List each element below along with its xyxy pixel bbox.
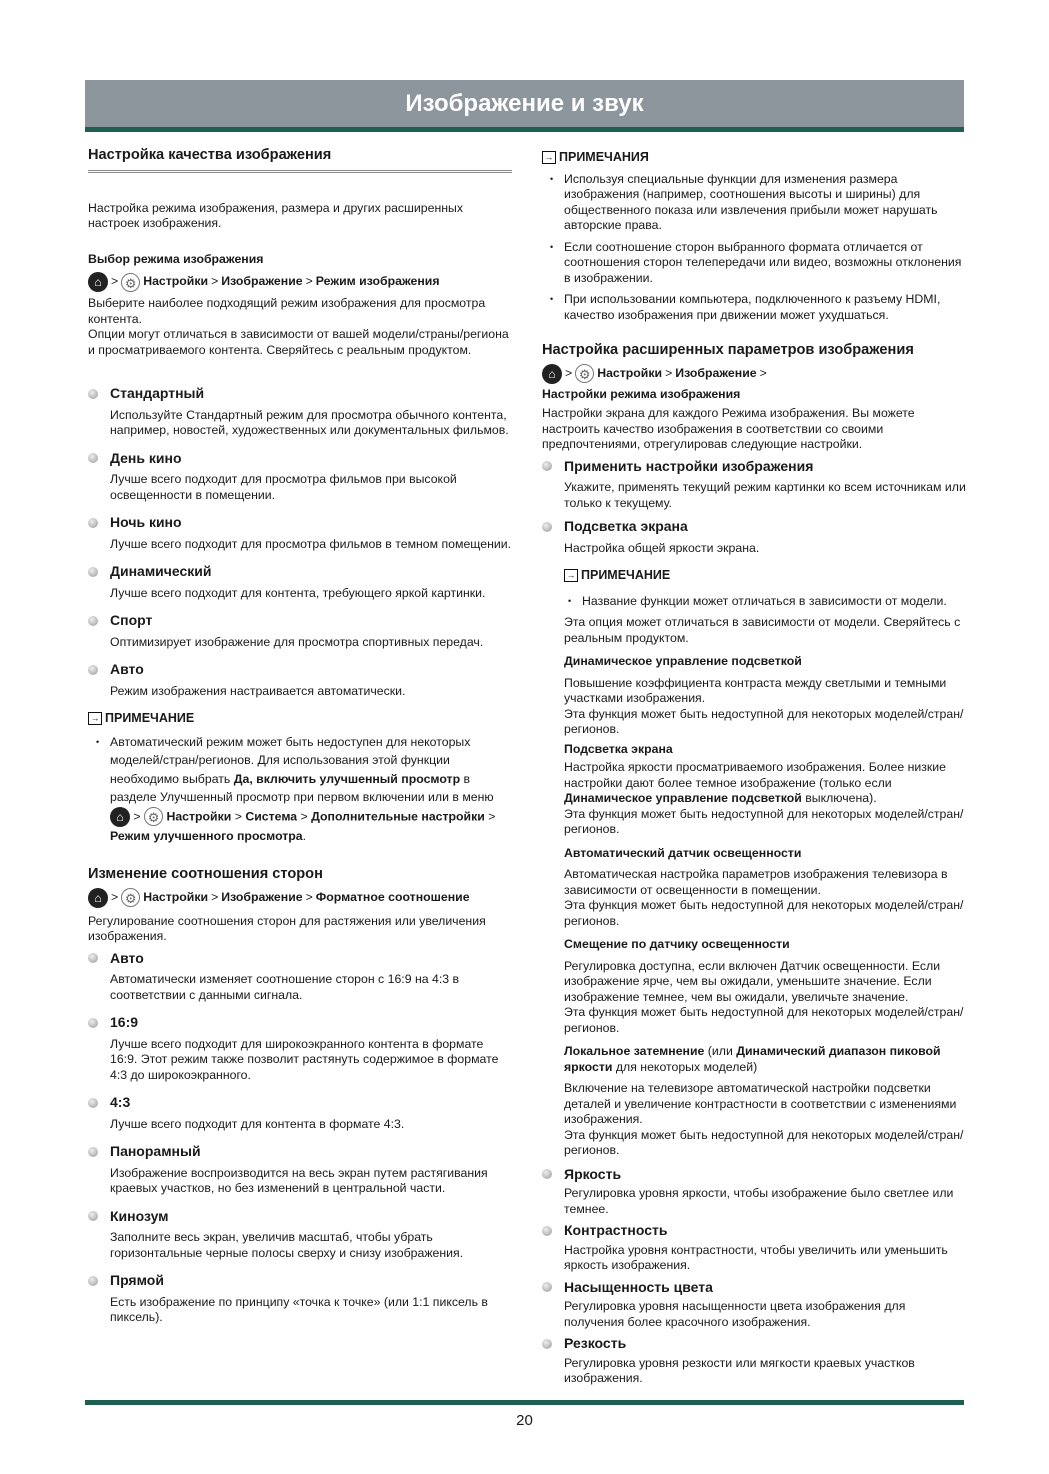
- item-title: Панорамный: [110, 1143, 201, 1159]
- menu-path: ⌂ > ⚙ Настройки > Изображение > Настройки режима изображения: [542, 364, 966, 403]
- bullet-icon: [542, 1226, 552, 1236]
- list-item: [542, 1167, 966, 1218]
- item-desc: Оптимизирует изображение для просмотра спортивных передач.: [110, 634, 484, 649]
- section-title-picture-quality: Настройка качества изображения: [88, 148, 512, 173]
- subitem-title: [564, 1044, 966, 1075]
- bullet-icon: [88, 1098, 98, 1108]
- title-text: для некоторых моделей): [612, 1059, 758, 1074]
- note-bold: Да, включить улучшенный просмотр: [233, 771, 461, 786]
- item-desc: Лучше всего подходит для просмотра фильмов в темном помещении.: [110, 536, 512, 551]
- bullet-icon: [88, 1211, 98, 1221]
- section-title-advanced: Настройка расширенных параметров изображения: [542, 342, 914, 358]
- item-desc: Лучше всего подходит для контента в формате 4:3.: [110, 1116, 405, 1131]
- item-title: Прямой: [110, 1272, 164, 1288]
- subitem-desc: Повышение коэффициента контраста между светлыми и темными участками изображения.: [564, 675, 947, 705]
- list-item: [88, 1273, 512, 1326]
- bullet-icon: [88, 665, 98, 675]
- path-step: Режим улучшенного просмотра: [110, 828, 303, 843]
- menu-path: ⌂ > ⚙ Настройки > Изображение > Форматное соотношение: [88, 888, 512, 908]
- item-desc: Режим изображения настраивается автоматически.: [110, 683, 406, 698]
- home-icon: ⌂: [88, 888, 108, 908]
- path-step: Изображение: [221, 274, 303, 289]
- bullet-icon: [88, 567, 98, 577]
- item-title: Авто: [110, 949, 144, 966]
- list-item: [88, 515, 512, 552]
- subitem-availability: Эта функция может быть недоступной для некоторых моделей/стран/регионов.: [564, 1127, 964, 1157]
- item-title: Спорт: [110, 612, 153, 628]
- path-step: Форматное соотношение: [315, 889, 470, 904]
- item-title: Ночь кино: [110, 514, 182, 530]
- bullet-icon: [88, 1018, 98, 1028]
- note-text: Автоматический режим может быть недоступен для некоторых моделей/стран/регионов. Для использования этой функции необходимо выбрать: [110, 734, 471, 786]
- item-desc: Заполните весь экран, увеличив масштаб, чтобы убрать горизонтальные черные полосы сверху и снизу изображения.: [110, 1230, 464, 1260]
- path-step: Настройки: [166, 808, 232, 823]
- bullet-icon: [88, 1147, 98, 1157]
- path-step: Настройки: [143, 889, 209, 904]
- notes-heading: [542, 150, 966, 166]
- note-item: • Автоматический режим может быть недоступен для некоторых моделей/стран/регионов. Для использования этой функции необходимо выбрать Да, включить улучшенный просмотр в разделе Улучшенный просмотр при первом включении или в меню ⌂ > ⚙ Настройки > Система > Дополнительные настройки > Режим улучшенного просмотра.: [110, 733, 512, 846]
- list-item: [88, 451, 512, 504]
- left-column: [88, 148, 512, 1326]
- path-step: Настройки режима изображения: [542, 386, 741, 401]
- subitem-availability: Эта функция может быть недоступной для некоторых моделей/стран/регионов.: [564, 1005, 964, 1035]
- title-bold: Динамический диапазон пиковой яркости: [564, 1044, 941, 1074]
- list-item: [88, 564, 512, 601]
- list-item: [542, 1280, 966, 1331]
- item-title: Подсветка экрана: [564, 518, 688, 534]
- list-item: [542, 459, 966, 512]
- list-item: [542, 1223, 966, 1274]
- item-desc: Укажите, применять текущий режим картинки ко всем источникам или только к текущему.: [564, 480, 966, 510]
- desc-text: выключена).: [801, 791, 877, 805]
- item-title: Яркость: [564, 1165, 622, 1182]
- list-item: [88, 1015, 512, 1083]
- note-list: [542, 172, 966, 324]
- list-item: [88, 1209, 512, 1262]
- path-step: Настройки: [143, 274, 209, 289]
- bullet-icon: [542, 1282, 552, 1292]
- path-step: Режим изображения: [315, 274, 440, 289]
- section-title-aspect: Изменение соотношения сторон: [88, 866, 323, 882]
- item-desc: Изображение воспроизводится на весь экран путем растягивания краевых участков, но без изменений в центральной части.: [110, 1165, 488, 1195]
- subitem-availability: Эта функция может быть недоступной для некоторых моделей/стран/регионов.: [564, 806, 964, 836]
- note-item: • Название функции может отличаться в зависимости от модели.: [582, 594, 966, 610]
- subitem-availability: Эта функция может быть недоступной для некоторых моделей/стран/регионов.: [564, 898, 964, 928]
- home-icon: ⌂: [542, 364, 562, 384]
- subitem-desc: Регулировка доступна, если включен Датчик освещенности. Если изображение ярче, чем вы ожидали, уменьшите значение. Если изображение темнее, чем вы ожидали, увеличьте значение.: [564, 958, 941, 1004]
- gear-icon: ⚙: [121, 888, 140, 907]
- page-number: 20: [516, 1412, 533, 1429]
- path-step: Система: [245, 808, 298, 823]
- subitem-title: Смещение по датчику освещенности: [564, 937, 790, 951]
- desc-text: Настройка яркости просматриваемого изображения. Более низкие настройки дают более темное изображение (только если: [564, 760, 946, 790]
- title-text: (или: [704, 1044, 737, 1058]
- item-desc: Регулировка уровня насыщенности цвета изображения для получения более красочного изображения.: [564, 1299, 906, 1329]
- note-icon: →: [564, 569, 578, 582]
- note-list: [88, 733, 512, 846]
- subsection-title-mode: Выбор режима изображения: [88, 251, 264, 266]
- gear-icon: ⚙: [575, 364, 594, 383]
- note-title: ПРИМЕЧАНИЕ: [105, 711, 195, 725]
- item-desc: Регулировка уровня резкости или мягкости краевых участков изображения.: [564, 1355, 915, 1385]
- subitem-title: Автоматический датчик освещенности: [564, 845, 802, 860]
- list-item: [88, 1144, 512, 1197]
- home-icon: ⌂: [88, 272, 108, 292]
- note-text: в разделе Улучшенный просмотр при первом включении или в меню: [110, 771, 494, 804]
- item-title: Динамический: [110, 563, 212, 579]
- subitem-desc: [564, 760, 966, 807]
- subitem-title: Подсветка экрана: [564, 741, 673, 756]
- path-step: Изображение: [675, 365, 757, 380]
- note-end: .: [302, 828, 307, 843]
- title-bold: Локальное затемнение: [564, 1044, 705, 1058]
- note-heading: [88, 711, 512, 727]
- bullet-icon: [88, 389, 98, 399]
- note-item: • При использовании компьютера, подключенного к разъему HDMI, качество изображения при движении может ухудшаться.: [564, 292, 966, 323]
- item-title: Резкость: [564, 1335, 627, 1351]
- item-desc: Лучше всего подходит для просмотра фильмов при высокой освещенности в помещении.: [110, 472, 457, 502]
- note-after: Эта опция может отличаться в зависимости от модели. Сверяйтесь с реальным продуктом.: [564, 615, 961, 645]
- bullet-icon: [542, 1169, 552, 1179]
- item-desc: Есть изображение по принципу «точка к точке» (или 1:1 пиксель в пиксель).: [110, 1294, 488, 1324]
- note-heading: [564, 568, 966, 584]
- item-title: Кинозум: [110, 1207, 169, 1224]
- item-desc: Настройка уровня контрастности, чтобы увеличить или уменьшить яркость изображения.: [564, 1242, 948, 1272]
- mode-options-note: Опции могут отличаться в зависимости от вашей модели/страны/региона и просматриваемого контента. Сверяйтесь с реальным продуктом.: [88, 327, 509, 357]
- bullet-icon: [542, 522, 552, 532]
- subitem-availability: Эта функция может быть недоступной для некоторых моделей/стран/регионов.: [564, 706, 964, 736]
- item-desc: Лучше всего подходит для широкоэкранного контента в формате 16:9. Этот режим также позволит растянуть содержимое в формате 4:3 до широкоэкранного.: [110, 1036, 499, 1082]
- item-desc: Используйте Стандартный режим для просмотра обычного контента, например, новостей, художественных или документальных фильмов.: [110, 407, 509, 437]
- subitem-title: Динамическое управление подсветкой: [564, 654, 802, 668]
- section-intro: Регулирование соотношения сторон для растяжения или увеличения изображения.: [88, 913, 486, 943]
- list-item: [88, 1095, 512, 1132]
- bullet-icon: [88, 953, 98, 963]
- list-item: [88, 662, 512, 699]
- item-title: 16:9: [110, 1014, 139, 1030]
- bullet-icon: [542, 461, 552, 471]
- notes-title: ПРИМЕЧАНИЯ: [559, 150, 649, 164]
- subitem-desc: Автоматическая настройка параметров изображения телевизора в зависимости от освещенности в помещении.: [564, 867, 948, 897]
- list-item: [542, 1336, 966, 1387]
- bullet-icon: [88, 616, 98, 626]
- item-title: День кино: [110, 449, 182, 466]
- page-header-banner: [85, 80, 964, 132]
- item-title: Насыщенность цвета: [564, 1278, 713, 1295]
- item-title: Авто: [110, 661, 144, 677]
- note-list: [564, 594, 966, 610]
- subitem-desc: Включение на телевизоре автоматической настройки подсветки деталей и увеличение контрастности в соответствии с изменениями изображения.: [564, 1081, 957, 1126]
- list-item: [542, 519, 966, 556]
- gear-icon: ⚙: [121, 273, 140, 292]
- item-desc: Автоматически изменяет соотношение сторон с 16:9 на 4:3 в соответствии с данными сигнала.: [110, 972, 460, 1002]
- item-title: Контрастность: [564, 1222, 668, 1238]
- item-title: 4:3: [110, 1094, 131, 1110]
- item-title: Применить настройки изображения: [564, 457, 814, 474]
- list-item: [88, 386, 512, 439]
- list-item: [88, 613, 512, 650]
- bullet-icon: [542, 1339, 552, 1349]
- note-icon: →: [542, 151, 556, 164]
- item-title: Стандартный: [110, 385, 205, 401]
- path-step: Изображение: [221, 889, 303, 904]
- path-step: Дополнительные настройки: [311, 808, 485, 823]
- mode-description: Выберите наиболее подходящий режим изображения для просмотра контента.: [88, 296, 486, 326]
- section-intro: Настройки экрана для каждого Режима изображения. Вы можете настроить качество изображения в соответствии со своими предпочтениями, отрегулировав следующие настройки.: [542, 406, 915, 451]
- note-item: • Если соотношение сторон выбранного формата отличается от соотношения сторон телепередачи или видео, возможны отклонения в изображении.: [564, 240, 966, 287]
- item-desc: Регулировка уровня яркости, чтобы изображение было светлее или темнее.: [564, 1186, 954, 1216]
- page-header-title: Изображение и звук: [405, 90, 644, 117]
- note-item: • Используя специальные функции для изменения размера изображения (например, соотношения высоты и ширины) для общественного показа или извлечения прибыли может нарушать авторские права.: [564, 172, 966, 234]
- gear-icon: ⚙: [144, 807, 163, 826]
- item-desc: Настройка общей яркости экрана.: [564, 540, 760, 555]
- desc-bold: Динамическое управление подсветкой: [564, 791, 802, 805]
- path-step: Настройки: [597, 365, 663, 380]
- backlight-details: [564, 568, 966, 1159]
- section-intro: Настройка режима изображения, размера и других расширенных настроек изображения.: [88, 200, 464, 230]
- bullet-icon: [88, 1276, 98, 1286]
- home-icon: ⌂: [110, 807, 130, 827]
- note-title: ПРИМЕЧАНИЕ: [581, 568, 671, 582]
- item-desc: Лучше всего подходит для контента, требующего яркой картинки.: [110, 585, 486, 600]
- menu-path: ⌂ > ⚙ Настройки > Изображение > Режим изображения: [88, 272, 512, 292]
- right-column: [542, 148, 966, 1387]
- list-item: [88, 951, 512, 1004]
- footer-rule: [85, 1400, 964, 1405]
- bullet-icon: [88, 518, 98, 528]
- bullet-icon: [88, 453, 98, 463]
- note-icon: →: [88, 712, 102, 725]
